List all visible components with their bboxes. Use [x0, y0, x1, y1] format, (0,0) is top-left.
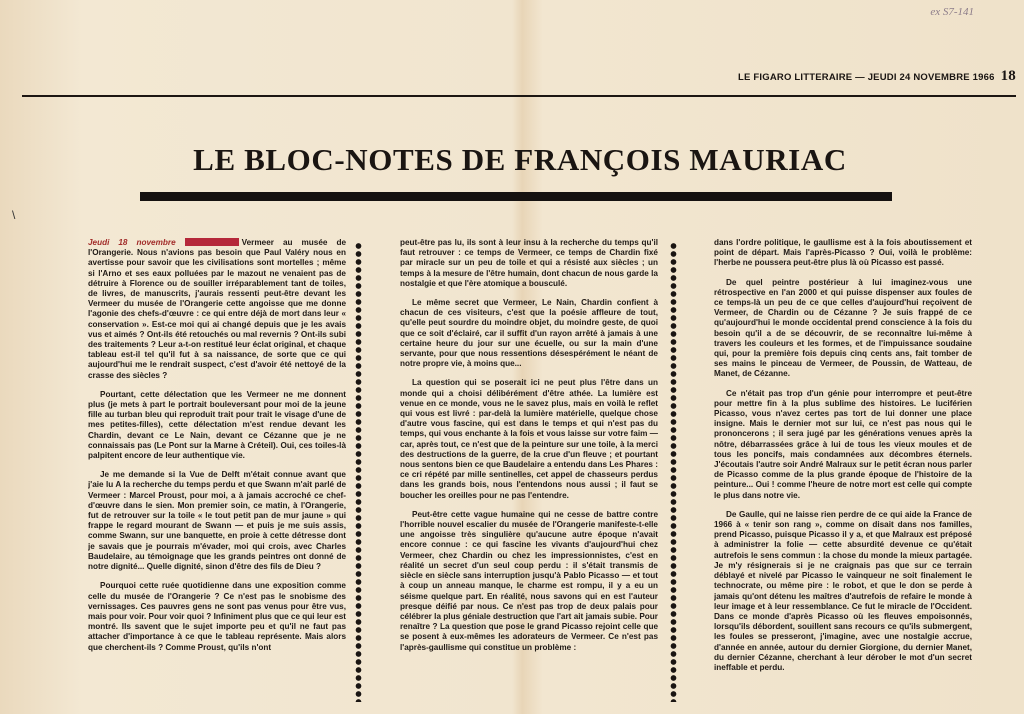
publication-line: LE FIGARO LITTERAIRE — JEUDI 24 NOVEMBRE 1966	[738, 72, 995, 83]
paragraph: La question qui se poserait ici ne peut plus l'être dans un monde qui a choisi délibérément d'être athée. La lumière est venue en ce monde, vous ne le savez plus, mais en voilà le reflet qui vous est livré : par-delà la lumière matérielle, quelque chose d'autre vous fascine, qui est dans le temps et qui n'est pas du temps, qui vous enchante à la fois et vous laisse sur votre faim — car, après tout, ce n'est que de la peinture sur une toile, à la merci des destructions de la guerre, de la crue d'un fleuve ; et pourtant nous sentons bien ce que Baudelaire a entendu dans Les Phares : ce cri répété par mille sentinelles, cet appel de chasseurs perdus dans les grands bois, nous l'entendons nous aussi ; il faut se boucher les oreilles pour ne pas l'entendre.	[400, 378, 658, 500]
archive-reference: ex S7-141	[930, 6, 974, 18]
page-number: 18	[1000, 68, 1016, 84]
column-1	[88, 238, 346, 708]
paragraph: dans l'ordre politique, le gaullisme est à la fois aboutissement et point de départ. Mais l'après-Picasso ? Oui, voilà le problème: l'herbe ne poussera peut-être plus là où Picasso est passé.	[714, 238, 972, 268]
title-underline-bar	[140, 192, 892, 201]
paragraph: Ce n'était pas trop d'un génie pour interrompre et peut-être pour mettre fin à la plus sublime des histoires. Le luciférien Picasso, vous n'avez certes pas tort de lui donner une place insigne. Mais le dernier mot sur lui, ce n'est pas nous qui le prononcerons ; il sera jugé par les générations venues après la nôtre, débarrassées grâce à lui de tous les vieux moules et de tous les poncifs, mais condamnées aux décombres éternels. J'écoutais l'autre soir André Malraux sur le petit écran nous parler de Picasso comme de la plus grande époque de l'histoire de la peinture... Oui ! comme l'heure de notre mort est celle qui compte le plus dans notre vie.	[714, 388, 972, 500]
paragraph: peut-être pas lu, ils sont à leur insu à la recherche du temps qu'il faut retrouver : ce temps de Vermeer, ce temps de Chardin fixé par miracle sur un peu de toile et qui a résisté aux siècles ; un temps à la mesure de l'être humain, dont chacun de nous garde la nostalgie et que l'ère atomique a bousculé.	[400, 238, 658, 288]
dotted-column-separator	[355, 242, 362, 702]
paragraph: Pourquoi cette ruée quotidienne dans une exposition comme celle du musée de l'Orangerie ? Ce n'est pas le snobisme des vernissages. Ces pauvres gens ne sont pas venus pour être vus, mais pour voir. Pour voir quoi ? Infiniment plus que ce qui leur est montré. Ils savent que le sujet importe peu et qu'il ne faut pas attacher d'importance à ce que le tableau représente. Mais alors que cherchent-ils ? Comme Proust, qu'ils n'ont	[88, 581, 346, 652]
paragraph: Pourtant, cette délectation que les Vermeer ne me donnent plus (je mets à part le portrait bouleversant pour moi de la jeune fille au turban bleu qui reproduit trait pour trait le visage d'une de mes petites-filles), cette délectation m'est rendue devant les Chardin, devant ce Le Nain, devant ce Cézanne que je ne connaissais pas (Le Pont sur la Marne à Créteil). Oui, ces toiles-là palpitent encore de leur authentique vie.	[88, 389, 346, 461]
paragraph: Je me demande si la Vue de Delft m'était connue avant que j'aie lu A la recherche du temps perdu et que Swann m'ait parlé de Vermeer : Marcel Proust, pour moi, a à jamais accroché ce chef-d'œuvre dans le sien. Mon premier soin, ce matin, à l'Orangerie, fut de retrouver sur la toile « le tout petit pan de mur jaune » qui frappe le regard mourant de Swann — et puis je me suis assis, comme Swann, sur une banquette, en proie à cette détresse dont je savais que je pourrais m'évader, moi qui crois, avec Charles Baudelaire, au témoignage que les grands peintres ont donné de notre dignité... Quelle dignité, sinon d'être des fils de Dieu ?	[88, 470, 346, 572]
paragraph: Jeudi 18 novembre Vermeer au musée de l'Orangerie. Nous n'avions pas besoin que Paul Valéry nous en avertisse pour savoir que les civilisations sont mortelles ; même si l'Arno et ses eaux polluées par le mazout ne venaient pas de détruire à Florence ou de souiller irréparablement tant de toiles, de livres, de manuscrits, j'aurais ressenti peut-être devant les Vermeer du musée de l'Orangerie cette angoisse que me donne l'agonie des chefs-d'œuvre : ce qui entre déjà de mort dans leur « conservation ». Est-ce moi qui ai changé depuis que je les avais vus et aimés ? Ont-ils été retouchés ou mal revernis ? Ont-ils subi des traitements ? Leur a-t-on restitué leur éclat original, et chaque tableau est-il tel qu'il fut à sa naissance, de sorte que ce qui aujourd'hui me le rendrait suspect, c'est d'avoir été nettoyé de la crasse des siècles ?	[88, 238, 346, 380]
margin-mark: \	[12, 208, 16, 222]
paragraph: Le même secret que Vermeer, Le Nain, Chardin confient à chacun de ces visiteurs, c'est que la poésie affleure de tout, qu'elle peut sourdre du moindre objet, du moindre geste, de quoi que ce soit d'éclairé, car il suffit d'un rayon arrêté à jamais à une certaine heure du jour sur une écuelle, ou sur la main d'une servante, pour que nous ressentions désespérément le néant de notre propre vie, à moins que...	[400, 298, 658, 369]
paragraph: De quel peintre postérieur à lui imaginez-vous une rétrospective en l'an 2000 et qui puisse dispenser aux foules de ce temps-là un peu de ce que celles d'aujourd'hui reçoivent de Vermeer, de Chardin ou de Cézanne ? Je suis frappé de ce qu'aujourd'hui le monde occidental prend conscience à la fois du besoin qu'il a de se découvrir, de se reconnaître lui-même à travers les couleurs et les formes, et de l'impuissance soudaine qui, pour la première fois depuis cinq cents ans, fait tomber de ses mains le pinceau de Vermeer, de Poussin, de Watteau, de Manet, de Cézanne.	[714, 277, 972, 379]
article-title: LE BLOC-NOTES DE FRANÇOIS MAURIAC	[193, 142, 847, 177]
page-header	[736, 68, 1016, 85]
red-highlight-mark	[185, 238, 239, 246]
dotted-column-separator	[670, 242, 677, 702]
paragraph: De Gaulle, qui ne laisse rien perdre de ce qui aide la France de 1966 à « tenir son rang », comme on disait dans nos familles, prend Picasso, puisque Picasso il y a, et que Malraux est préposé à administrer la folie — cette absurdité devenue ce qu'était autrefois le sens commun : la chose du monde la mieux partagée. Je m'y résignerais si je ne craignais pas que sur ce terrain déblayé et nivelé par Picasso le vainqueur ne soit finalement le technocrate, ou même pire : le robot, et que le don se perde à jamais qu'ont détenu les maîtres d'autrefois de refaire le monde à leur image et à leur ressemblance. Ce fut le miracle de l'Occident. Dans ce monde d'après Picasso où les fleuves empoisonnés, lorsqu'ils débordent, souillent sans recours ce qu'ils submergent, les foules se presseront, j'imagine, avec une nostalgie accrue, d'année en année, autour du dernier Giorgione, du dernier Manet, du dernier Cézanne, cherchant à leur dérober le mot d'un secret ineffable et perdu.	[714, 509, 972, 672]
column-3	[714, 238, 972, 708]
header-rule	[22, 95, 1016, 97]
dateline: Jeudi 18 novembre	[88, 238, 176, 247]
column-2	[400, 238, 658, 708]
paragraph: Peut-être cette vague humaine qui ne cesse de battre contre l'horrible nouvel escalier du musée de l'Orangerie manifeste-t-elle une angoisse très singulière qu'aucune autre époque n'avait encore connue : ce qui fascine les vivants d'aujourd'hui chez Vermeer, chez Chardin ou chez les impressionnistes, c'est en réalité un secret d'un seul coup perdu : il s'était transmis de siècle en siècle sans interruption jusqu'à Pablo Picasso — et tout à coup un anneau manque, le charme est rompu, il y a eu un séisme quelque part. En réalité, nous savons qui en est l'auteur presque déifié par nous. Ce n'est pas trop de deux palais pour célébrer la plus géniale destruction que l'art ait jamais subie. Pour renaître ? La question que pose le grand Picasso rejoint celle que se posent à eux-mêmes les adorateurs de Vermeer. Ce n'est pas l'après-gaullisme qui constitue un problème :	[400, 509, 658, 652]
